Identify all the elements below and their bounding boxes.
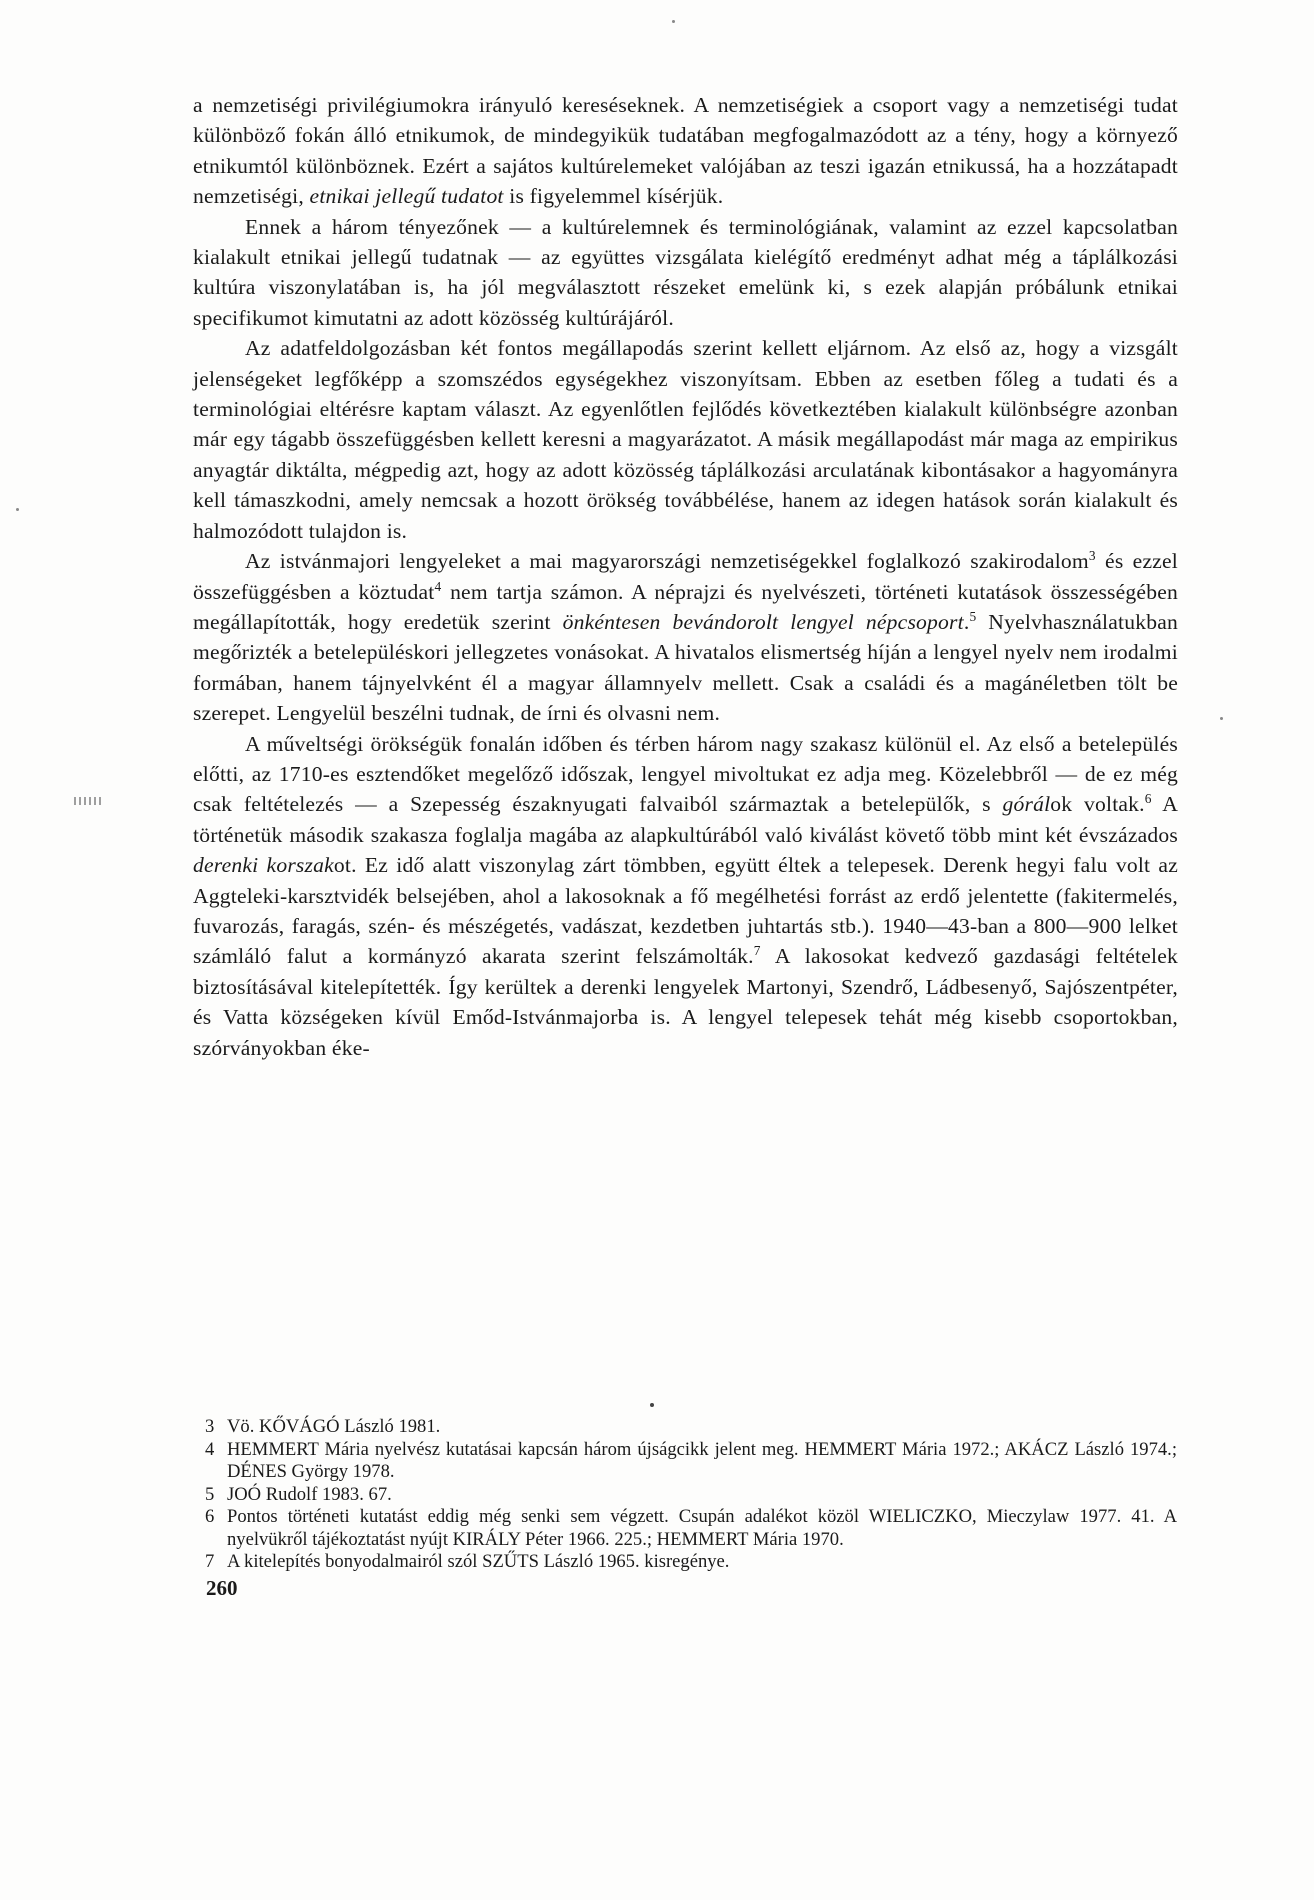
italic-phrase: etnikai jellegű tudatot bbox=[309, 184, 504, 209]
paragraph: Az istvánmajori lengyeleket a mai magyarországi nemzetiségekkel foglalkozó szakirodalom$^3$ és ezzel összefüggésben a köztudat$^4$ nem tartja számon. A néprajzi és nyelvészeti, történeti kutatások összességében megállapították, hogy eredetük szerint önkéntesen bevándorolt lengyel népcsoport.$^5$ Nyelvhasználatukban megőrizték a betelepüléskori jellegzetes vonásokat. A hivatalos elismertség híján a lengyel nyelv nem irodalmi formában, hanem tájnyelvként él a magyar államnyelv mellett. Csak a családi és a magánéletben tölt be szerepet. Lengyelül beszélni tudnak, de írni és olvasni nem. bbox=[193, 547, 1178, 726]
footnote-text: JOÓ Rudolf 1983. 67. bbox=[227, 1483, 392, 1505]
italic-phrase: derenki korszak bbox=[193, 853, 334, 878]
scan-smudge-mark bbox=[74, 797, 102, 805]
footnote-reference: 5 bbox=[969, 608, 977, 624]
footnote-text: Vö. KŐVÁGÓ László 1981. bbox=[227, 1416, 441, 1437]
footnote-text: A kitelepítés bonyodalmairól szól SZŰTS László 1965. kisregénye. bbox=[227, 1551, 730, 1572]
scan-speck bbox=[672, 20, 675, 23]
scan-speck bbox=[1220, 717, 1223, 720]
footnote-number: 7 bbox=[205, 1551, 215, 1572]
footnote-number: 4 bbox=[205, 1438, 215, 1460]
footnote bbox=[205, 1506, 1177, 1551]
footnote-divider-dot bbox=[650, 1403, 654, 1407]
footnote bbox=[205, 1484, 1177, 1507]
paragraph: Ennek a három tényezőnek — a kultúrelemnek és terminológiának, valamint az ezzel kapcsolatban kialakult etnikai jellegű tudatnak — az együttes vizsgálata kielégítő eredményt adhat még a táplálkozási kultúra viszonylatában is, ha jól megválasztott részeket emelünk ki, s ezek alapján próbálunk etnikai specifikumot kimutatni az adott közösség kultúrájáról. bbox=[193, 214, 1178, 330]
scan-speck bbox=[16, 508, 19, 511]
footnote-text: HEMMERT Mária nyelvész kutatásai kapcsán három újságcikk jelent meg. HEMMERT Mária 1972.; AKÁCZ László 1974.; DÉNES György 1978. bbox=[227, 1438, 1177, 1482]
footnote-reference: 7 bbox=[753, 943, 761, 959]
paragraph: Az adatfeldolgozásban két fontos megállapodás szerint kellett eljárnom. Az első az, hogy a vizsgált jelenségeket legfőképp a szomszédos egységekhez viszonyítsam. Ebben az esetben főleg a tudati és a terminológiai eltérésre kaptam választ. Az egyenlőtlen fejlődés következtében kialakult különbségre azonban már egy tágabb összefüggésben kellett keresni a magyarázatot. A másik megállapodást már maga az empirikus anyagtár diktálta, mégpedig azt, hogy az adott közösség táplálkozási arculatának kibontásakor a hagyományra kell támaszkodni, amely nemcsak a hozott örökség továbbélése, hanem az idegen hatások során kialakult és halmozódott tulajdon is. bbox=[193, 336, 1178, 543]
footnotes bbox=[205, 1416, 1177, 1574]
footnote bbox=[205, 1551, 1177, 1574]
footnote-text: Pontos történeti kutatást eddig még senki sem végzett. Csupán adalékot közöl WIELICZKO, Mieczylaw 1977. 41. A nyelvükről tájékoztatást nyújt KIRÁLY Péter 1966. 225.; HEMMERT Mária 1970. bbox=[227, 1506, 1177, 1550]
footnote-reference: 4 bbox=[434, 578, 442, 594]
footnote bbox=[205, 1416, 1177, 1439]
footnote bbox=[205, 1439, 1177, 1484]
body-text bbox=[193, 90, 1178, 1063]
footnote-number: 6 bbox=[205, 1506, 215, 1527]
footnote-number: 3 bbox=[205, 1416, 215, 1437]
footnote-reference: 3 bbox=[1088, 547, 1096, 563]
footnote-number: 5 bbox=[205, 1483, 215, 1505]
italic-phrase: górál bbox=[1002, 792, 1051, 817]
paragraph: A műveltségi örökségük fonalán időben és térben három nagy szakasz különül el. Az első a betelepülés előtti, az 1710-es esztendőket megelőző időszak, lengyel mivoltukat ez adja meg. Közelebbről — de ez még csak feltételezés — a Szepesség északnyugati falvaiból származtak a betelepülők, s górálok voltak.$^6$ A történetük második szakasza foglalja magába az alapkultúrából való kiválást követő több mint két évszázados derenki korszakot. Ez idő alatt viszonylag zárt tömbben, együtt éltek a telepesek. Derenk hegyi falu volt az Aggteleki-karsztvidék belsejében, ahol a lakosoknak a fő megélhetési forrást az erdő jelentette (fakitermelés, fuvarozás, faragás, szén- és mészégetés, vadászat, kezdetben juhtartás stb.). 1940—43-ban a 800—900 lelket számláló falut a kormányzó akarata szerint felszámolták.$^7$ A lakosokat kedvező gazdasági feltételek biztosításával kitelepítették. Így kerültek a derenki lengyelek Martonyi, Szendrő, Ládbesenyő, Sajószentpéter, és Vatta községeken kívül Emőd-Istvánmajorba is. A lengyel telepesek tehát még kisebb csoportokban, szórványokban éke- bbox=[193, 731, 1179, 1060]
footnote-reference: 6 bbox=[1144, 791, 1152, 807]
page-number: 260 bbox=[206, 1576, 238, 1600]
italic-phrase: önkéntesen bevándorolt lengyel népcsoport bbox=[562, 609, 964, 634]
paragraph: a nemzetiségi privilégiumokra irányuló kereséseknek. A nemzetiségiek a csoport vagy a nemzetiségi tudat különböző fokán álló etnikumok, de mindegyikük tudatában megfogalmazódott az a tény, hogy a környező etnikumtól különböznek. Ezért a sajátos kultúrelemeket valójában az teszi igazán etnikussá, ha a hozzátapadt nemzetiségi, etnikai jellegű tudatot is figyelemmel kísérjük. bbox=[193, 93, 1178, 209]
